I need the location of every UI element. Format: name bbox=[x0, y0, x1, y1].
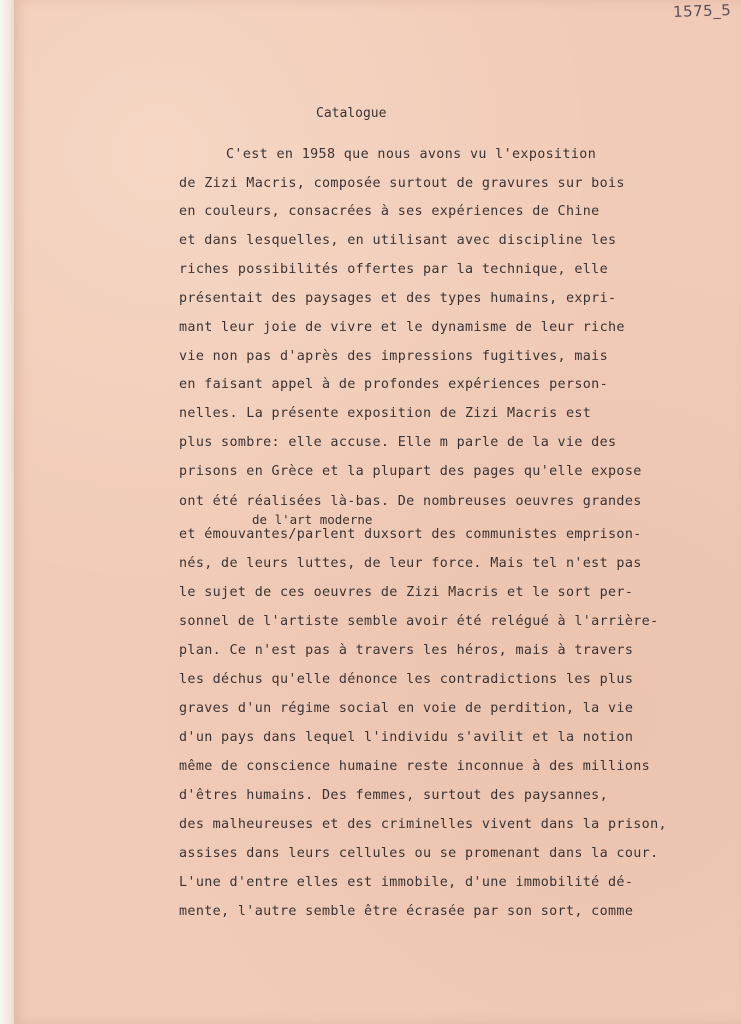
text-line: plan. Ce n'est pas à travers les héros, mais à travers bbox=[179, 643, 634, 658]
text-line: des malheureuses et des criminelles vivent dans la prison, bbox=[179, 817, 667, 832]
text-line: le sujet de ces oeuvres de Zizi Macris et le sort per- bbox=[179, 585, 634, 600]
text-line: vie non pas d'après des impressions fugitives, mais bbox=[179, 349, 609, 364]
text-line: même de conscience humaine reste inconnue à des millions bbox=[179, 759, 651, 774]
text-line: les déchus qu'elle dénonce les contradictions les plus bbox=[179, 672, 634, 687]
interlinear-insertion: de l'art moderne bbox=[252, 512, 373, 527]
text-line: mente, l'autre semble être écrasée par son sort, comme bbox=[179, 904, 634, 919]
text-line: et émouvantes/parlent duxsort des communistes emprison- bbox=[179, 527, 642, 542]
text-line: d'un pays dans lequel l'individu s'avilit et la notion bbox=[179, 730, 634, 745]
text-line: mant leur joie de vivre et le dynamisme de leur riche bbox=[179, 320, 625, 335]
text-line: nés, de leurs luttes, de leur force. Mais tel n'est pas bbox=[179, 556, 642, 571]
text-line: riches possibilités offertes par la technique, elle bbox=[179, 262, 609, 277]
page-title: Catalogue bbox=[316, 106, 387, 121]
text-line: ont été réalisées là-bas. De nombreuses oeuvres grandes bbox=[179, 494, 642, 509]
text-line: et dans lesquelles, en utilisant avec discipline les bbox=[179, 233, 617, 248]
text-line: L'une d'entre elles est immobile, d'une immobilité dé- bbox=[179, 875, 634, 890]
text-line: assises dans leurs cellules ou se promenant dans la cour. bbox=[179, 846, 659, 861]
handwritten-reference-mark: 1575_5 bbox=[672, 0, 732, 22]
text-line: en couleurs, consacrées à ses expériences de Chine bbox=[179, 204, 600, 219]
text-line: graves d'un régime social en voie de perdition, la vie bbox=[179, 701, 634, 716]
text-line: en faisant appel à de profondes expériences person- bbox=[179, 377, 609, 392]
text-line: prisons en Grèce et la plupart des pages qu'elle expose bbox=[179, 464, 642, 479]
text-line: sonnel de l'artiste semble avoir été relégué à l'arrière- bbox=[179, 614, 659, 629]
text-line: de Zizi Macris, composée surtout de gravures sur bois bbox=[179, 176, 625, 191]
text-line: d'êtres humains. Des femmes, surtout des paysannes, bbox=[179, 788, 609, 803]
text-line: nelles. La présente exposition de Zizi Macris est bbox=[179, 406, 592, 421]
text-line: C'est en 1958 que nous avons vu l'exposition bbox=[226, 147, 597, 162]
text-line: présentait des paysages et des types humains, expri- bbox=[179, 291, 617, 306]
typewritten-page bbox=[14, 0, 741, 1024]
text-line: plus sombre: elle accuse. Elle m parle de la vie des bbox=[179, 435, 617, 450]
